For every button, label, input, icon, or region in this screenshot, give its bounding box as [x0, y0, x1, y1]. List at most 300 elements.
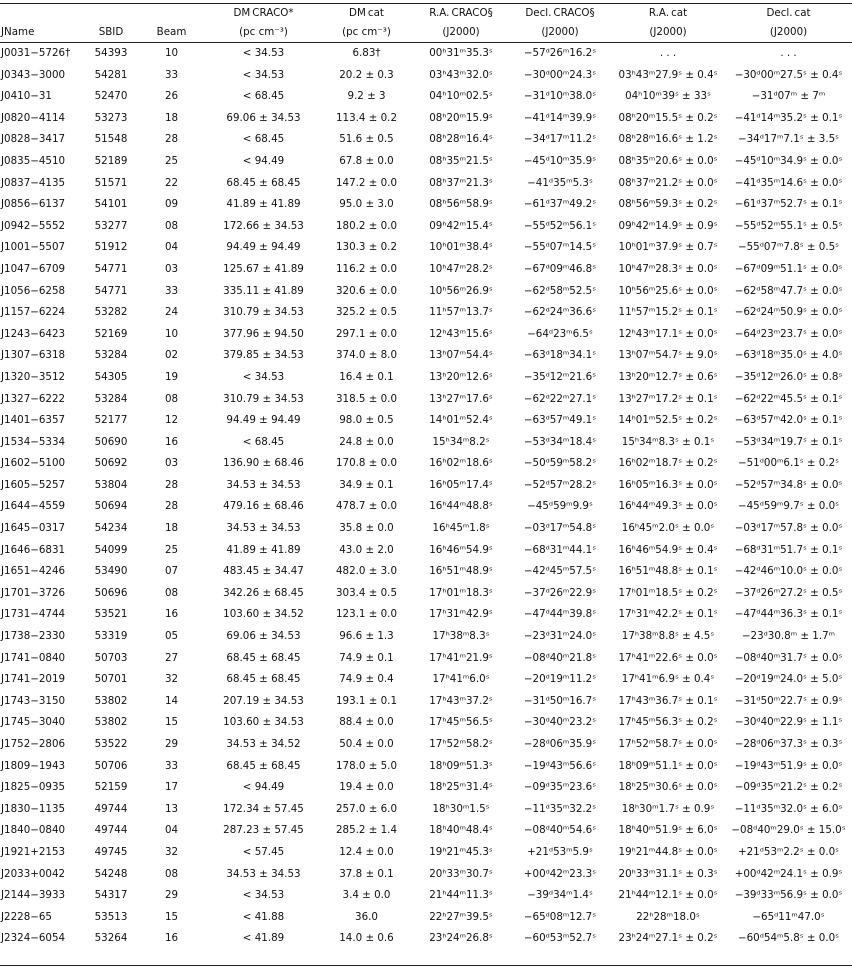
- cell-dm-cat: 74.9 ± 0.1: [339, 651, 394, 664]
- table-row: [0, 410, 852, 432]
- cell-ra-cat: . . .: [659, 47, 677, 59]
- cell-beam: 26: [164, 90, 179, 103]
- cell-dm-craco: < 94.49: [242, 781, 285, 794]
- cell-ra-craco: 18ʰ09ᵐ51.3ˢ: [429, 759, 493, 772]
- pulsar-table: [0, 4, 852, 42]
- cell-jname: J1056−6258: [1, 284, 66, 297]
- cell-beam: 02: [164, 349, 179, 362]
- cell-decl-cat: −19ᵈ43ᵐ51.9ˢ ± 0.0ˢ: [734, 759, 843, 772]
- cell-ra-craco: 21ʰ44ᵐ11.3ˢ: [429, 889, 493, 902]
- cell-ra-craco: 10ʰ56ᵐ26.9ˢ: [429, 284, 493, 297]
- cell-decl-cat: −08ᵈ40ᵐ29.0ˢ ± 15.0ˢ: [731, 824, 846, 837]
- cell-sbid: 52177: [94, 414, 128, 427]
- cell-dm-cat: 123.1 ± 0.0: [335, 608, 398, 621]
- header-ra-craco: R.A. CRACO§: [429, 7, 493, 19]
- cell-jname: J1921+2153: [1, 845, 66, 858]
- cell-dm-cat: 14.0 ± 0.6: [339, 932, 394, 945]
- cell-ra-cat: 17ʰ45ᵐ56.3ˢ ± 0.2ˢ: [618, 716, 718, 729]
- cell-decl-cat: −23ᵈ30.8ᵐ ± 1.7ᵐ: [741, 630, 836, 643]
- cell-ra-cat: 22ʰ28ᵐ18.0ˢ: [636, 910, 700, 923]
- cell-dm-cat: 478.7 ± 0.0: [335, 500, 398, 513]
- cell-dm-cat: 257.0 ± 6.0: [335, 802, 398, 815]
- cell-ra-cat: 16ʰ46ᵐ54.9ˢ ± 0.4ˢ: [618, 543, 718, 556]
- cell-sbid: 53284: [94, 349, 128, 362]
- header-dm-craco: DM CRACO*: [233, 7, 294, 19]
- cell-jname: J2033+0042: [1, 867, 66, 880]
- cell-ra-cat: 18ʰ25ᵐ30.6ˢ ± 0.0ˢ: [618, 781, 718, 794]
- cell-dm-cat: 303.4 ± 0.5: [335, 586, 398, 599]
- cell-beam: 08: [164, 392, 179, 405]
- header-beam: [135, 4, 208, 23]
- cell-sbid: 52189: [94, 154, 128, 167]
- cell-dm-craco: < 34.53: [242, 889, 285, 902]
- cell-dm-craco: 379.85 ± 34.53: [223, 349, 304, 362]
- cell-ra-cat: 18ʰ30ᵐ1.7ˢ ± 0.9ˢ: [621, 802, 715, 815]
- cell-jname: J1731−4744: [1, 608, 66, 621]
- cell-beam: 22: [164, 176, 179, 189]
- cell-sbid: 54099: [94, 543, 128, 556]
- cell-jname: J1157−6224: [1, 306, 66, 319]
- cell-beam: 19: [164, 370, 179, 383]
- table-row: [0, 907, 852, 929]
- cell-beam: 13: [164, 802, 179, 815]
- table-row: [0, 583, 852, 605]
- cell-sbid: 53282: [94, 306, 128, 319]
- cell-beam: 27: [164, 651, 179, 664]
- cell-dm-cat: 43.0 ± 2.0: [339, 543, 394, 556]
- cell-sbid: 50694: [94, 500, 128, 513]
- cell-ra-craco: 17ʰ45ᵐ56.5ˢ: [429, 716, 493, 729]
- cell-sbid: 53804: [94, 478, 128, 491]
- cell-decl-cat: −42ᵈ46ᵐ10.0ˢ ± 0.0ˢ: [734, 565, 843, 578]
- cell-dm-craco: 310.79 ± 34.53: [223, 306, 304, 319]
- cell-ra-cat: 16ʰ51ᵐ48.8ˢ ± 0.1ˢ: [618, 565, 718, 578]
- cell-dm-craco: 41.89 ± 41.89: [226, 198, 301, 211]
- table-row: [0, 281, 852, 303]
- table-row: [0, 561, 852, 583]
- cell-dm-craco: 172.66 ± 34.53: [223, 219, 304, 232]
- pulsar-table-body: [0, 43, 852, 950]
- cell-ra-cat: 16ʰ44ᵐ49.3ˢ ± 0.0ˢ: [618, 500, 718, 513]
- cell-dm-craco: 69.06 ± 34.53: [226, 111, 301, 124]
- cell-ra-craco: 15ʰ34ᵐ8.2ˢ: [432, 435, 490, 448]
- cell-beam: 29: [164, 738, 179, 750]
- cell-jname: J1534−5334: [1, 435, 66, 448]
- cell-ra-craco: 16ʰ44ᵐ48.8ˢ: [429, 500, 493, 513]
- header-decl-craco: Decl. CRACO§: [525, 7, 595, 19]
- cell-sbid: 53513: [94, 910, 128, 923]
- table-row: [0, 432, 852, 454]
- cell-dm-craco: 94.49 ± 94.49: [226, 241, 301, 254]
- cell-dm-craco: 34.53 ± 34.52: [226, 738, 301, 750]
- cell-decl-craco: −64ᵈ23ᵐ6.5ˢ: [527, 327, 593, 340]
- cell-jname: J1602−5100: [1, 457, 66, 470]
- cell-decl-craco: −45ᵈ59ᵐ9.9ˢ: [527, 500, 593, 513]
- cell-decl-cat: −68ᵈ31ᵐ51.7ˢ ± 0.1ˢ: [734, 543, 843, 556]
- cell-decl-craco: −41ᵈ14ᵐ39.9ˢ: [523, 111, 597, 124]
- cell-beam: 25: [164, 154, 179, 167]
- cell-ra-craco: 17ʰ41ᵐ6.0ˢ: [432, 673, 490, 686]
- cell-dm-craco: < 41.88: [242, 910, 285, 923]
- cell-beam: 28: [164, 133, 179, 146]
- cell-beam: 28: [164, 500, 179, 513]
- cell-sbid: 53284: [94, 392, 128, 405]
- cell-dm-craco: 310.79 ± 34.53: [223, 392, 304, 405]
- cell-decl-craco: −41ᵈ35ᵐ5.3ˢ: [527, 176, 593, 189]
- cell-decl-craco: −34ᵈ17ᵐ11.2ˢ: [523, 133, 597, 146]
- cell-sbid: 50703: [94, 651, 128, 664]
- cell-sbid: 53490: [94, 565, 128, 578]
- cell-beam: 04: [164, 241, 179, 254]
- cell-dm-craco: 103.60 ± 34.53: [223, 716, 304, 729]
- cell-ra-cat: 16ʰ02ᵐ18.7ˢ ± 0.2ˢ: [618, 457, 718, 470]
- cell-beam: 08: [164, 219, 179, 232]
- cell-dm-cat: 325.2 ± 0.5: [335, 306, 398, 319]
- cell-dm-craco: 68.45 ± 68.45: [226, 176, 301, 189]
- cell-decl-cat: −31ᵈ50ᵐ22.7ˢ ± 0.9ˢ: [734, 694, 843, 707]
- cell-dm-cat: 193.1 ± 0.1: [335, 694, 398, 707]
- cell-beam: 10: [164, 327, 179, 340]
- cell-sbid: 54101: [94, 198, 128, 211]
- cell-dm-craco: 377.96 ± 94.50: [223, 327, 304, 340]
- cell-dm-cat: 178.0 ± 5.0: [335, 759, 398, 772]
- cell-sbid: 53522: [94, 738, 128, 750]
- cell-decl-cat: −39ᵈ33ᵐ56.9ˢ ± 0.0ˢ: [734, 889, 843, 902]
- cell-ra-craco: 18ʰ30ᵐ1.5ˢ: [432, 802, 490, 815]
- cell-sbid: 51912: [94, 241, 128, 254]
- cell-jname: J1741−0840: [1, 651, 66, 664]
- cell-decl-cat: +00ᵈ42ᵐ24.1ˢ ± 0.9ˢ: [734, 867, 843, 880]
- table-row: [0, 389, 852, 411]
- cell-sbid: 54234: [94, 522, 128, 535]
- table-row: [0, 777, 852, 799]
- cell-jname: J1741−2019: [1, 673, 66, 686]
- cell-decl-craco: −09ᵈ35ᵐ23.6ˢ: [523, 781, 597, 794]
- cell-decl-craco: −47ᵈ44ᵐ39.8ˢ: [523, 608, 597, 621]
- cell-decl-cat: −61ᵈ37ᵐ52.7ˢ ± 0.1ˢ: [734, 198, 843, 211]
- cell-decl-cat: −65ᵈ11ᵐ47.0ˢ: [752, 910, 825, 923]
- cell-decl-cat: −63ᵈ18ᵐ35.0ˢ ± 4.0ˢ: [734, 349, 843, 362]
- table-row: [0, 86, 852, 108]
- cell-dm-cat: 318.5 ± 0.0: [335, 392, 398, 405]
- table-row: [0, 475, 852, 497]
- cell-sbid: 54771: [94, 284, 128, 297]
- cell-dm-cat: 320.6 ± 0.0: [335, 284, 398, 297]
- cell-decl-craco: −55ᵈ52ᵐ56.1ˢ: [523, 219, 597, 232]
- cell-decl-craco: −50ᵈ59ᵐ58.2ˢ: [523, 457, 597, 470]
- cell-ra-craco: 17ʰ43ᵐ37.2ˢ: [429, 694, 493, 707]
- cell-decl-cat: −41ᵈ35ᵐ14.6ˢ ± 0.0ˢ: [734, 176, 843, 189]
- cell-beam: 08: [164, 586, 179, 599]
- cell-ra-craco: 12ʰ43ᵐ15.6ˢ: [429, 327, 493, 340]
- cell-jname: J1001−5507: [1, 241, 66, 254]
- cell-decl-cat: . . .: [780, 47, 797, 59]
- cell-decl-cat: −52ᵈ57ᵐ34.8ˢ ± 0.0ˢ: [734, 478, 843, 491]
- cell-decl-craco: −37ᵈ26ᵐ22.9ˢ: [523, 586, 597, 599]
- cell-jname: J1830−1135: [1, 802, 66, 815]
- cell-decl-craco: −55ᵈ07ᵐ14.5ˢ: [523, 241, 597, 254]
- cell-beam: 10: [164, 47, 179, 59]
- cell-decl-cat: −55ᵈ52ᵐ55.1ˢ ± 0.5ˢ: [734, 219, 843, 232]
- table-row: [0, 691, 852, 713]
- cell-dm-cat: 98.0 ± 0.5: [339, 414, 394, 427]
- cell-dm-cat: 37.8 ± 0.1: [339, 867, 394, 880]
- cell-dm-craco: 483.45 ± 34.47: [223, 565, 304, 578]
- cell-jname: J1745−3040: [1, 716, 66, 729]
- table-row: [0, 65, 852, 87]
- cell-decl-cat: −60ᵈ54ᵐ5.8ˢ ± 0.0ˢ: [737, 932, 840, 945]
- cell-dm-cat: 36.0: [355, 910, 378, 923]
- cell-dm-craco: < 34.53: [242, 68, 285, 81]
- cell-dm-cat: 116.2 ± 0.0: [335, 262, 398, 275]
- cell-sbid: 50692: [94, 457, 128, 470]
- header-ra-cat: R.A. cat: [648, 7, 688, 19]
- cell-ra-cat: 19ʰ21ᵐ44.8ˢ ± 0.0ˢ: [618, 845, 718, 858]
- cell-decl-craco: −52ᵈ57ᵐ28.2ˢ: [523, 478, 597, 491]
- cell-ra-craco: 16ʰ46ᵐ54.9ˢ: [429, 543, 493, 556]
- cell-decl-craco: −60ᵈ53ᵐ52.7ˢ: [523, 932, 597, 945]
- cell-ra-craco: 13ʰ27ᵐ17.6ˢ: [429, 392, 493, 405]
- cell-dm-cat: 170.8 ± 0.0: [335, 457, 398, 470]
- cell-decl-cat: −30ᵈ00ᵐ27.5ˢ ± 0.4ˢ: [734, 68, 843, 81]
- cell-sbid: 54317: [94, 889, 128, 902]
- cell-dm-craco: < 34.53: [242, 370, 285, 383]
- cell-decl-craco: −08ᵈ40ᵐ54.6ˢ: [523, 824, 597, 837]
- cell-dm-craco: 68.45 ± 68.45: [226, 759, 301, 772]
- cell-dm-cat: 51.6 ± 0.5: [339, 133, 394, 146]
- cell-jname: J1825−0935: [1, 781, 66, 794]
- table-row: [0, 194, 852, 216]
- cell-dm-cat: 113.4 ± 0.2: [335, 111, 398, 124]
- cell-ra-craco: 08ʰ28ᵐ16.4ˢ: [429, 133, 493, 146]
- cell-ra-craco: 08ʰ37ᵐ21.3ˢ: [429, 176, 493, 189]
- cell-ra-craco: 19ʰ21ᵐ45.3ˢ: [429, 845, 493, 858]
- cell-decl-cat: +21ᵈ53ᵐ2.2ˢ ± 0.0ˢ: [737, 845, 840, 858]
- cell-sbid: 54305: [94, 370, 128, 383]
- table-row: [0, 345, 852, 367]
- table-row: [0, 216, 852, 238]
- cell-dm-cat: 34.9 ± 0.1: [339, 478, 394, 491]
- cell-beam: 17: [164, 781, 179, 794]
- cell-decl-craco: −53ᵈ34ᵐ18.4ˢ: [523, 435, 597, 448]
- table-row: [0, 302, 852, 324]
- cell-dm-craco: < 34.53: [242, 47, 285, 59]
- header-decl-cat: Decl. cat: [766, 7, 811, 19]
- cell-ra-craco: 10ʰ47ᵐ28.2ˢ: [429, 262, 493, 275]
- cell-beam: 07: [164, 565, 179, 578]
- cell-beam: 25: [164, 543, 179, 556]
- cell-beam: 16: [164, 608, 179, 621]
- cell-sbid: 52470: [94, 90, 128, 103]
- cell-ra-cat: 13ʰ07ᵐ54.7ˢ ± 9.0ˢ: [618, 349, 718, 362]
- cell-decl-craco: −68ᵈ31ᵐ44.1ˢ: [523, 543, 597, 556]
- cell-beam: 15: [164, 910, 179, 923]
- table-row: [0, 173, 852, 195]
- header-dm-cat: DM cat: [349, 7, 384, 19]
- cell-decl-cat: −62ᵈ58ᵐ47.7ˢ ± 0.0ˢ: [734, 284, 843, 297]
- cell-dm-cat: 12.4 ± 0.0: [339, 845, 394, 858]
- cell-beam: 33: [164, 759, 179, 772]
- cell-decl-cat: −08ᵈ40ᵐ31.7ˢ ± 0.0ˢ: [734, 651, 843, 664]
- cell-ra-cat: 17ʰ43ᵐ36.7ˢ ± 0.1ˢ: [618, 694, 718, 707]
- cell-jname: J0410−31: [1, 90, 52, 103]
- cell-dm-craco: < 94.49: [242, 154, 285, 167]
- table-row: [0, 43, 852, 65]
- table-row: [0, 669, 852, 691]
- cell-decl-craco: −42ᵈ45ᵐ57.5ˢ: [523, 565, 597, 578]
- cell-ra-cat: 08ʰ35ᵐ20.6ˢ ± 0.0ˢ: [618, 154, 718, 167]
- table-row: [0, 842, 852, 864]
- cell-sbid: 53319: [94, 630, 128, 643]
- cell-decl-cat: −51ᵈ00ᵐ6.1ˢ ± 0.2ˢ: [737, 457, 840, 470]
- cell-beam: 04: [164, 824, 179, 837]
- cell-jname: J1327−6222: [1, 392, 66, 405]
- cell-jname: J2324−6054: [1, 932, 66, 945]
- cell-jname: J1047−6709: [1, 262, 66, 275]
- table-row: [0, 367, 852, 389]
- cell-ra-cat: 17ʰ41ᵐ22.6ˢ ± 0.0ˢ: [618, 651, 718, 664]
- cell-dm-craco: 335.11 ± 41.89: [223, 284, 304, 297]
- table-row: [0, 928, 852, 950]
- cell-ra-craco: 18ʰ25ᵐ31.4ˢ: [429, 781, 493, 794]
- cell-ra-cat: 13ʰ20ᵐ12.7ˢ ± 0.6ˢ: [618, 370, 718, 383]
- cell-ra-craco: 17ʰ52ᵐ58.2ˢ: [429, 738, 493, 750]
- cell-beam: 16: [164, 435, 179, 448]
- cell-ra-craco: 09ʰ42ᵐ15.4ˢ: [429, 219, 493, 232]
- cell-decl-craco: −67ᵈ09ᵐ46.8ˢ: [523, 262, 597, 275]
- cell-beam: 32: [164, 673, 179, 686]
- cell-beam: 12: [164, 414, 179, 427]
- cell-dm-craco: 68.45 ± 68.45: [226, 673, 301, 686]
- table-row: [0, 756, 852, 778]
- header-row-names: [0, 4, 852, 23]
- table-row: [0, 799, 852, 821]
- cell-decl-cat: −34ᵈ17ᵐ7.1ˢ ± 3.5ˢ: [737, 133, 840, 146]
- cell-jname: J1605−5257: [1, 478, 66, 491]
- cell-decl-craco: −62ᵈ22ᵐ27.1ˢ: [523, 392, 597, 405]
- cell-ra-cat: 12ʰ43ᵐ17.1ˢ ± 0.0ˢ: [618, 327, 718, 340]
- cell-dm-craco: 125.67 ± 41.89: [223, 262, 304, 275]
- cell-ra-cat: 13ʰ27ᵐ17.2ˢ ± 0.1ˢ: [618, 392, 718, 405]
- cell-sbid: 50696: [94, 586, 128, 599]
- cell-decl-craco: −03ᵈ17ᵐ54.8ˢ: [523, 522, 597, 535]
- cell-ra-cat: 23ʰ24ᵐ27.1ˢ ± 0.2ˢ: [618, 932, 718, 945]
- cell-sbid: 54393: [94, 47, 128, 59]
- cell-dm-cat: 88.4 ± 0.0: [339, 716, 394, 729]
- cell-ra-craco: 00ʰ31ᵐ35.3ˢ: [429, 47, 493, 59]
- cell-sbid: 50690: [94, 435, 128, 448]
- cell-ra-craco: 17ʰ41ᵐ21.9ˢ: [429, 651, 493, 664]
- table-body: [0, 43, 852, 950]
- cell-ra-cat: 18ʰ09ᵐ51.1ˢ ± 0.0ˢ: [618, 759, 718, 772]
- cell-dm-craco: 207.19 ± 34.53: [223, 694, 304, 707]
- cell-dm-craco: 34.53 ± 34.53: [226, 478, 301, 491]
- cell-decl-cat: −37ᵈ26ᵐ27.2ˢ ± 0.5ˢ: [734, 586, 843, 599]
- cell-decl-cat: −67ᵈ09ᵐ51.1ˢ ± 0.0ˢ: [734, 262, 843, 275]
- table-row: [0, 648, 852, 670]
- cell-decl-craco: −63ᵈ57ᵐ49.1ˢ: [523, 414, 597, 427]
- cell-sbid: 53802: [94, 694, 128, 707]
- cell-sbid: 53277: [94, 219, 128, 232]
- cell-sbid: 53521: [94, 608, 128, 621]
- cell-ra-cat: 17ʰ52ᵐ58.7ˢ ± 0.0ˢ: [618, 738, 718, 750]
- cell-jname: J1738−2330: [1, 630, 66, 643]
- cell-decl-craco: −19ᵈ43ᵐ56.6ˢ: [523, 759, 597, 772]
- table-row: [0, 864, 852, 886]
- cell-jname: J0835−4510: [1, 154, 66, 167]
- cell-ra-craco: 16ʰ02ᵐ18.6ˢ: [429, 457, 493, 470]
- cell-decl-cat: −09ᵈ35ᵐ21.2ˢ ± 0.2ˢ: [734, 781, 843, 794]
- cell-ra-cat: 16ʰ05ᵐ16.3ˢ ± 0.0ˢ: [618, 478, 718, 491]
- cell-jname: J1752−2806: [1, 738, 66, 750]
- cell-ra-cat: 18ʰ40ᵐ51.9ˢ ± 6.0ˢ: [618, 824, 718, 837]
- cell-beam: 18: [164, 522, 179, 535]
- cell-dm-cat: 147.2 ± 0.0: [335, 176, 398, 189]
- cell-decl-cat: −41ᵈ14ᵐ35.2ˢ ± 0.1ˢ: [734, 111, 843, 124]
- cell-sbid: 52169: [94, 327, 128, 340]
- header-row-units: [0, 23, 852, 42]
- cell-ra-craco: 14ʰ01ᵐ52.4ˢ: [429, 414, 493, 427]
- cell-ra-cat: 08ʰ37ᵐ21.2ˢ ± 0.0ˢ: [618, 176, 718, 189]
- cell-ra-cat: 17ʰ38ᵐ8.8ˢ ± 4.5ˢ: [621, 630, 715, 643]
- cell-dm-cat: 285.2 ± 1.4: [335, 824, 398, 837]
- cell-decl-cat: −55ᵈ07ᵐ7.8ˢ ± 0.5ˢ: [737, 241, 840, 254]
- cell-dm-craco: 69.06 ± 34.53: [226, 630, 301, 643]
- cell-dm-craco: 34.53 ± 34.53: [226, 867, 301, 880]
- cell-jname: J1651−4246: [1, 565, 66, 578]
- cell-decl-cat: −30ᵈ40ᵐ22.9ˢ ± 1.1ˢ: [734, 716, 843, 729]
- cell-ra-cat: 17ʰ31ᵐ42.2ˢ ± 0.1ˢ: [618, 608, 718, 621]
- cell-dm-cat: 297.1 ± 0.0: [335, 327, 398, 340]
- cell-beam: 09: [164, 198, 179, 211]
- cell-beam: 08: [164, 867, 179, 880]
- cell-ra-craco: 04ʰ10ᵐ02.5ˢ: [429, 90, 493, 103]
- cell-dm-craco: 103.60 ± 34.52: [223, 608, 304, 621]
- cell-decl-craco: −30ᵈ40ᵐ23.2ˢ: [523, 716, 597, 729]
- header-unit-beam: Beam: [156, 26, 187, 38]
- cell-dm-cat: 3.4 ± 0.0: [342, 889, 391, 902]
- table-row: [0, 820, 852, 842]
- cell-decl-cat: −62ᵈ22ᵐ45.5ˢ ± 0.1ˢ: [734, 392, 843, 405]
- cell-jname: J1743−3150: [1, 694, 66, 707]
- cell-sbid: 49744: [94, 824, 128, 837]
- cell-ra-craco: 18ʰ40ᵐ48.4ˢ: [429, 824, 493, 837]
- table-header: [0, 4, 852, 42]
- cell-jname: J1320−3512: [1, 370, 66, 383]
- table-row: [0, 540, 852, 562]
- cell-decl-craco: −31ᵈ50ᵐ16.7ˢ: [523, 694, 597, 707]
- cell-decl-craco: −63ᵈ18ᵐ34.1ˢ: [523, 349, 597, 362]
- header-unit-ra-cat: (J2000): [649, 26, 687, 38]
- cell-ra-craco: 20ʰ33ᵐ30.7ˢ: [429, 867, 493, 880]
- cell-dm-craco: 172.34 ± 57.45: [223, 802, 304, 815]
- cell-beam: 15: [164, 716, 179, 729]
- cell-dm-cat: 20.2 ± 0.3: [339, 68, 394, 81]
- table-row: [0, 626, 852, 648]
- cell-dm-craco: < 41.89: [242, 932, 285, 945]
- cell-decl-craco: −31ᵈ10ᵐ38.0ˢ: [523, 90, 597, 103]
- cell-ra-craco: 03ʰ43ᵐ32.0ˢ: [429, 68, 493, 81]
- cell-ra-cat: 16ʰ45ᵐ2.0ˢ ± 0.0ˢ: [621, 522, 715, 535]
- cell-decl-craco: −62ᵈ58ᵐ52.5ˢ: [523, 284, 597, 297]
- header-unit-jname: JName: [1, 26, 35, 38]
- cell-jname: J0856−6137: [1, 198, 66, 211]
- table-row: [0, 496, 852, 518]
- cell-ra-craco: 22ʰ27ᵐ39.5ˢ: [429, 910, 493, 923]
- cell-decl-craco: −61ᵈ37ᵐ49.2ˢ: [523, 198, 597, 211]
- cell-jname: J1243−6423: [1, 327, 66, 340]
- header-sbid: [87, 4, 135, 23]
